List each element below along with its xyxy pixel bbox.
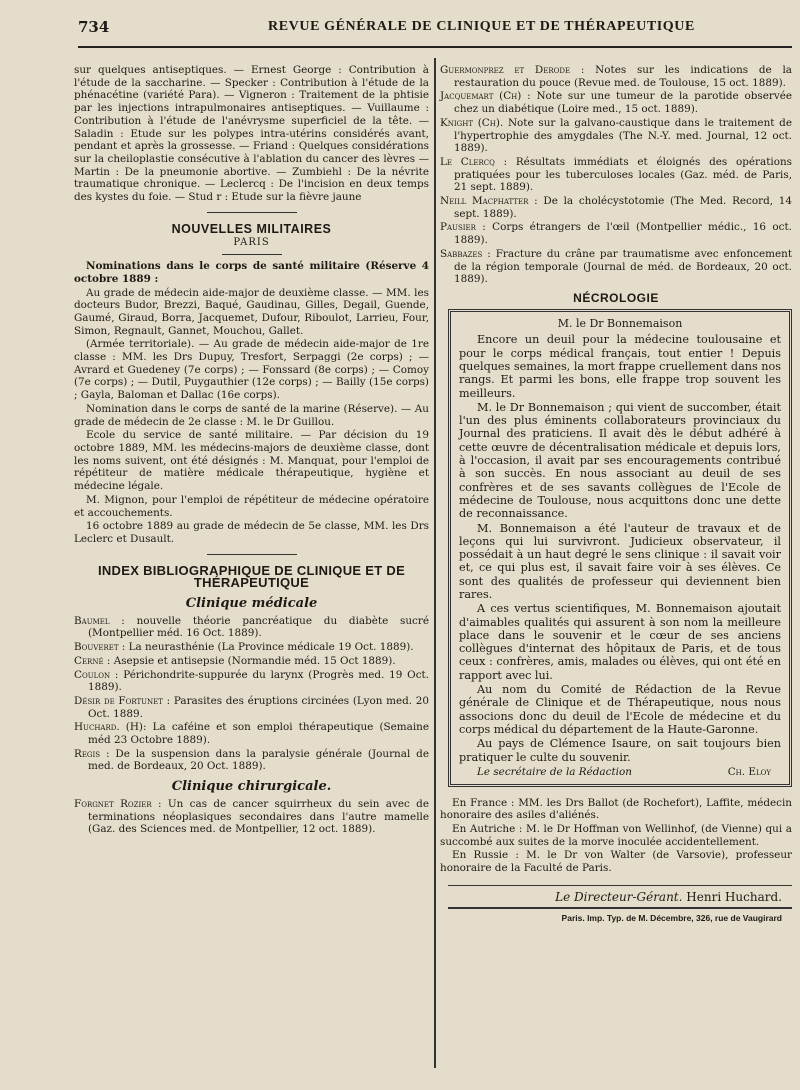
obituary-name: M. le Dr Bonnemaison	[557, 316, 683, 330]
section-rule	[207, 212, 297, 213]
death-notice: En Russie : M. le Dr von Walter (de Varsovie), professeur honoraire de la Faculté de Paris.	[440, 849, 792, 875]
reference-author: Baumel :	[74, 614, 125, 627]
reference-entry	[440, 248, 792, 286]
bibliography-continuation	[440, 64, 792, 286]
reference-entry	[74, 748, 429, 773]
obituary-paragraph: M. Bonnemaison a été l'auteur de travaux et de leçons qui lui survivront. Judicieux observateur, il possédait à un haut degré le sens clinique : il savait voir et, ce qui plus est, il savait faire voir à ses élèves. Ce sont des qualités de professeur qui deviennent bien rares.	[459, 521, 781, 601]
military-paragraph: 16 octobre 1889 au grade de médecin de 5e classe, MM. les Drs Leclerc et Dusault.	[74, 520, 429, 545]
page-number: 734	[78, 18, 110, 36]
reference-text: Corps étrangers de l'œil (Montpellier médic., 16 oct. 1889).	[454, 221, 792, 247]
director-rule	[448, 885, 792, 886]
reference-text: Parasites des éruptions circinées (Lyon med. 20 Oct. 1889.	[88, 694, 429, 720]
reference-entry	[440, 117, 792, 155]
director-line	[440, 891, 792, 904]
reference-text: La caféine et son emploi thérapeutique (Semaine méd 23 Octobre 1889).	[88, 721, 429, 747]
military-paragraph: Nominations dans le corps de santé militaire (Réserve 4 octobre 1889 :	[74, 260, 429, 285]
reference-author: Neill Macphatter :	[440, 195, 538, 208]
obituary-paragraph: Au pays de Clémence Isaure, on sait toujours bien pratiquer le culte du souvenir.	[459, 737, 781, 764]
reference-author: Pausier :	[440, 221, 486, 234]
director-name: Henri Huchard.	[686, 889, 782, 904]
reference-author: Forgnet Rozier :	[74, 797, 162, 810]
reference-text: La neurasthénie (La Province médicale 19 Oct. 1889).	[128, 641, 414, 654]
journal-title: REVUE GÉNÉRALE DE CLINIQUE ET DE THÉRAPEUTIQUE	[268, 19, 695, 34]
reference-author: Cerné :	[74, 654, 111, 667]
reference-entry	[440, 195, 792, 220]
reference-author: Jacquemart (Ch) :	[440, 90, 531, 103]
obituary-paragraph: A ces vertus scientifiques, M. Bonnemaison ajoutait d'aimables qualités qui assurent à son nom la meilleure place dans le souvenir et le cœur de ses anciens collègues d'internat des hôpitaux de Paris, et de tous ceux : confrères, amis, malades ou élèves, qui ont été en rapport avec lui.	[459, 602, 781, 682]
obituary-signature	[459, 766, 781, 779]
reference-text: De la cholécystotomie (The Med. Record, 14 sept. 1889).	[454, 195, 792, 220]
clinique-medicale-title: Clinique médicale	[185, 596, 318, 612]
reference-author: Sabbazes :	[440, 247, 491, 260]
running-header	[78, 18, 792, 40]
reference-author: Knight (Ch).	[440, 116, 504, 129]
reference-text: Note sur une tumeur de la parotide observée chez un diabétique (Loire med., 15 oct. 1889).	[454, 90, 792, 116]
reference-author: Guermonprez et Derode :	[440, 64, 585, 76]
reference-text: Un cas de cancer squirrheux du sein avec de terminations néoplasiques secondaires dans l'autre mamelle (Gaz. des Sciences med. de Montpellier, 12 oct. 1889).	[88, 797, 429, 836]
reference-text: Notes sur les indications de la restauration du pouce (Revue med. de Toulouse, 15 oct. 1889).	[454, 64, 792, 89]
reference-text: Fracture du crâne par traumatisme avec enfoncement de la région temporale (Journal de méd. de Bordeaux, 20 oct. 1889).	[454, 247, 793, 286]
clinique-chirurgicale-title: Clinique chirurgicale.	[171, 779, 332, 795]
section-rule	[207, 554, 297, 555]
obituary-box	[448, 309, 792, 787]
right-column	[440, 64, 792, 925]
other-deaths	[440, 797, 792, 875]
reference-author: Bouveret :	[74, 641, 126, 654]
left-column	[74, 64, 429, 837]
signature-role: Le secrétaire de la Rédaction	[477, 765, 632, 778]
header-rule	[78, 46, 792, 48]
signature-name: Ch. Eloy	[727, 765, 771, 778]
director-label: Le Directeur-Gérant.	[555, 889, 683, 904]
reference-entry	[74, 695, 429, 720]
reference-entry	[74, 615, 429, 640]
reference-text: nouvelle théorie pancréatique du diabète sucré (Montpellier méd. 16 Oct. 1889).	[88, 614, 429, 640]
column-divider	[434, 58, 436, 1068]
clinique-medicale-list	[74, 615, 429, 773]
reference-entry	[74, 721, 429, 746]
reference-author: Regis :	[74, 747, 110, 760]
obituary-paragraph: M. le Dr Bonnemaison ; qui vient de succomber, était l'un des plus éminents collaborateurs provinciaux du Journal des praticiens. Il avait dès le début adhéré à cette œuvre de décentralisation médicale et depuis lors, à l'occasion, il avait par ses encouragements contribué à son succès. En nous associant au deuil de ses confrères et de ses savants collègues de l'Ecole de médecine de Toulouse, nous acquittons donc une dette de reconnaissance.	[459, 400, 781, 521]
reference-author: Désir de Fortunet :	[74, 694, 171, 707]
clinique-chirurgicale-list	[74, 798, 429, 836]
military-paragraph: (Armée territoriale). — Au grade de médecin aide-major de 1re classe : MM. les Drs Dupuy, Tresfort, Serpaggi (2e corps) ; — Avrard et Guedeney (7e corps) ; — Fonssard (8e corps) ; — Comoy (7e corps) ; — Dutil, Puygauthier (12e corps) ; — Bailly (15e corps) ; Gayla, Baloman et Dallac (16e corps).	[74, 338, 429, 402]
reference-entry	[74, 798, 429, 836]
military-news-title: NOUVELLES MILITAIRES	[171, 221, 332, 236]
reference-text: Résultats immédiats et éloignés des opérations pratiquées pour les tuberculoses locales (Gaz. méd. de Paris, 21 sept. 1889).	[454, 155, 792, 194]
death-notice: En France : MM. les Drs Ballot (de Rochefort), Laffite, médecin honoraire des asiles d'aliénés.	[440, 796, 792, 822]
reference-entry	[74, 641, 429, 654]
index-title: INDEX BIBLIOGRAPHIQUE DE CLINIQUE ET DE THÉRAPEUTIQUE	[97, 562, 406, 591]
ornament-rule	[222, 254, 282, 255]
obituary-paragraph: Au nom du Comité de Rédaction de la Revue générale de Clinique et de Thérapeutique, nous nous associons donc du deuil de l'Ecole de médecine et du corps médical du département de la Haute-Garonne.	[459, 683, 781, 736]
printer-line: Paris. Imp. Typ. de M. Décembre, 326, rue de Vaugirard	[561, 913, 782, 924]
thesis-list: sur quelques antiseptiques. — Ernest George : Contribution à l'étude de la saccharine. — Specker : Contribution à l'étude de la phénacétine (variété Para). — Vigneron : Traitement de la phtisie par les injections intrapulmonaires antiseptiques. — Vuillaume : Contribution à l'étude de l'anévrysme superficiel de la tête. — Saladin : Etude sur les polypes intra-utérins considérés avant, pendant et après la grossesse. — Friand : Quelques considérations sur la cheiloplastie consécutive à l'ablation du cancer des lèvres — Martin : De la pneumonie abortive. — Zumbiehl : De la névrite traumatique chronique. — Leclercq : De l'incision en deux temps des kystes du foie. — Stud r : Etude sur la fièvre jaune	[74, 64, 429, 204]
reference-entry	[74, 669, 429, 694]
military-paragraph: Ecole du service de santé militaire. — Par décision du 19 octobre 1889, MM. les médecins-majors de deuxième classe, dont les noms suivent, ont été désignés : M. Manquat, pour l'emploi de répétiteur de matière médicale thérapeutique, hygiène et médecine légale.	[74, 429, 429, 493]
reference-entry	[440, 90, 792, 115]
printer-rule	[448, 907, 792, 909]
reference-entry	[74, 655, 429, 668]
military-paragraph: Nomination dans le corps de santé de la marine (Réserve). — Au grade de médecin de 2e classe : M. le Dr Guillou.	[74, 402, 429, 428]
reference-entry	[440, 156, 792, 194]
reference-author: Coulon :	[74, 668, 119, 681]
necrologie-title: NÉCROLOGIE	[573, 290, 659, 305]
reference-author: Le Clercq :	[440, 155, 508, 168]
reference-entry	[440, 221, 792, 246]
reference-entry	[440, 64, 792, 89]
military-paragraph: Au grade de médecin aide-major de deuxième classe. — MM. les docteurs Budor, Brezzi, Baqué, Gaudinau, Gilles, Degail, Guende, Gaumé, Giraud, Borra, Jacquemet, Dufour, Riboulot, Larrieu, Four, Simon, Regnault, Gannet, Mouchou, Gallet.	[74, 286, 429, 337]
obituary-paragraph: Encore un deuil pour la médecine toulousaine et pour le corps médical français, tout entier ! Depuis quelques semaines, la mort frappe cruellement dans nos rangs. Et parmi les bons, elle frappe trop souvent les meilleurs.	[459, 333, 781, 400]
reference-author: Huchard. (H):	[74, 721, 147, 734]
reference-text: Asepsie et antisepsie (Normandie méd. 15 Oct 1889).	[113, 654, 396, 667]
military-news-subtitle: PARIS	[233, 237, 270, 249]
reference-text: Note sur la galvano-caustique dans le traitement de l'hypertrophie des amygdales (The N.-Y. med. Journal, 12 oct. 1889).	[454, 116, 792, 155]
death-notice: En Autriche : M. le Dr Hoffman von Wellinhof, (de Vienne) qui a succombé aux suites de la morve inoculée accidentellement.	[440, 822, 792, 848]
reference-text: De la suspension dans la paralysie générale (Journal de med. de Bordeaux, 20 Oct. 1889).	[88, 747, 429, 773]
military-paragraph: M. Mignon, pour l'emploi de répétiteur de médecine opératoire et accouchements.	[74, 493, 429, 519]
reference-text: Périchondrite-suppurée du larynx (Progrès med. 19 Oct. 1889).	[88, 668, 429, 694]
